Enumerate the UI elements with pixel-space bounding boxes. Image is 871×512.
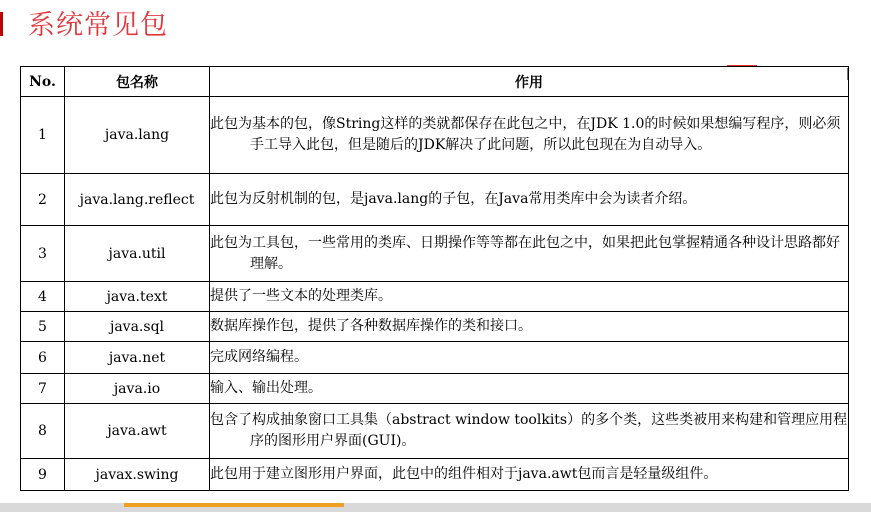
package-name: java.util [65, 226, 210, 282]
package-purpose [210, 174, 849, 226]
table-row [21, 174, 849, 226]
row-number: 4 [21, 282, 65, 312]
package-purpose-text: 数据库操作包，提供了各种数据库操作的类和接口。 [210, 318, 532, 334]
row-number: 1 [21, 97, 65, 174]
table-row [21, 97, 849, 174]
package-purpose-text: 包含了构成抽象窗口工具集（abstract window toolkits）的多个类，这些类被用来构建和管理应用程序的图形用户界面(GUI)。 [210, 412, 848, 449]
package-table [20, 66, 849, 491]
package-purpose [210, 404, 849, 459]
package-purpose [210, 342, 849, 374]
table-row [21, 374, 849, 404]
title-accent-rule [0, 12, 3, 36]
package-purpose-text: 此包用于建立图形用户界面，此包中的组件相对于java.awt包而言是轻量级组件。 [210, 466, 718, 482]
package-name: java.net [65, 342, 210, 374]
row-number: 2 [21, 174, 65, 226]
table-row [21, 282, 849, 312]
package-purpose [210, 312, 849, 342]
package-purpose-text: 提供了一些文本的处理类库。 [210, 288, 392, 304]
package-purpose-text: 完成网络编程。 [210, 349, 308, 365]
table-row [21, 459, 849, 491]
slide-title: 系统常见包 [28, 10, 168, 41]
header-purpose: 作用 [210, 67, 849, 97]
package-name: java.lang [65, 97, 210, 174]
package-purpose [210, 374, 849, 404]
table-header-row [21, 67, 849, 97]
row-number: 7 [21, 374, 65, 404]
table-row [21, 342, 849, 374]
package-purpose-text: 输入、输出处理。 [210, 380, 322, 396]
table-row [21, 404, 849, 459]
package-name: java.awt [65, 404, 210, 459]
package-name: java.io [65, 374, 210, 404]
table-row [21, 226, 849, 282]
package-purpose [210, 282, 849, 312]
package-name: javax.swing [65, 459, 210, 491]
header-package-name: 包名称 [65, 67, 210, 97]
row-number: 8 [21, 404, 65, 459]
row-number: 6 [21, 342, 65, 374]
package-purpose [210, 459, 849, 491]
package-purpose-text: 此包为工具包，一些常用的类库、日期操作等等都在此包之中，如果把此包掌握精通各种设计思路都好理解。 [210, 234, 840, 272]
package-purpose [210, 226, 849, 282]
package-name: java.lang.reflect [65, 174, 210, 226]
row-number: 9 [21, 459, 65, 491]
package-purpose-text: 此包为基本的包，像String这样的类就都保存在此包之中，在JDK 1.0的时候如果想编写程序，则必须手工导入此包，但是随后的JDK解决了此问题，所以此包现在为自动导入。 [210, 116, 841, 153]
header-no: No. [21, 67, 65, 97]
row-number: 5 [21, 312, 65, 342]
table-row [21, 312, 849, 342]
footer-accent-bar [124, 503, 344, 507]
row-number: 3 [21, 226, 65, 282]
package-name: java.sql [65, 312, 210, 342]
package-purpose [210, 97, 849, 174]
package-purpose-text: 此包为反射机制的包，是java.lang的子包，在Java常用类库中会为读者介绍。 [210, 191, 697, 207]
package-name: java.text [65, 282, 210, 312]
